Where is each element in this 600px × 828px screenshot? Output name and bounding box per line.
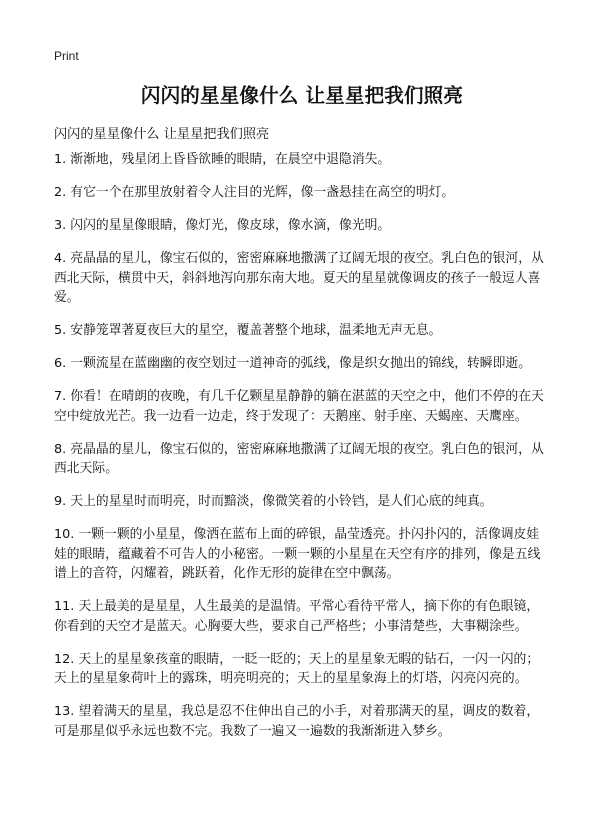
list-item [54,492,548,512]
item-text: 亮晶晶的星儿，像宝石似的，密密麻麻地撒满了辽阔无垠的夜空。乳白色的银河，从西北天际，横贯中天，斜斜地泻向那东南大地。夏天的星星就像调皮的孩子一般逗人喜爱。 [54,251,544,305]
print-link[interactable]: Print [54,49,79,63]
item-text: 亮晶晶的星儿，像宝石似的，密密麻麻地撒满了辽阔无垠的夜空。乳白色的银河，从西北天际。 [54,441,544,476]
list-item [54,249,548,308]
page-title: 闪闪的星星像什么 让星星把我们照亮 [140,84,464,107]
item-number: 8. [54,441,67,457]
item-text: 安静笼罩著夏夜巨大的星空，覆盖著整个地球，温柔地无声无息。 [70,323,442,338]
item-text: 天上最美的是星星，人生最美的是温情。平常心看待平常人，摘下你的有色眼镜，你看到的天空才是蓝天。心胸要大些，要求自己严格些；小事清楚些，大事糊涂些。 [54,599,540,634]
item-text: 天上的星星时而明亮，时而黯淡，像微笑着的小铃铛，是人们心底的纯真。 [70,494,493,509]
list-item [54,183,548,203]
item-number: 4. [54,251,67,266]
item-text: 望着满天的星星，我总是忍不住伸出自己的小手，对着那满天的星，调皮的数着，可是那星似乎永远也数不完。我数了一遍又一遍数的我渐渐进入梦乡。 [54,704,540,739]
list-item [54,150,548,170]
item-number: 7. [54,389,67,404]
list-item [54,354,548,374]
list-item [54,650,548,689]
item-number: 12. [54,651,75,667]
item-text: 一颗一颗的小星星，像洒在蓝布上面的碎银，晶莹透亮。扑闪扑闪的，活像调皮娃娃的眼睛，蕴藏着不可告人的小秘密。一颗一颗的小星星在天空有序的排列，像是五线谱上的音符，闪耀着，跳跃着，化作无形的旋律在空中飘荡。 [54,527,541,581]
item-text: 闪闪的星星像眼睛，像灯光，像皮球，像水滴，像光明。 [70,218,391,233]
item-number: 5. [54,323,67,338]
list-item [54,525,548,584]
item-number: 2. [54,185,67,200]
subtitle: 闪闪的星星像什么 让星星把我们照亮 [54,127,270,142]
item-number: 13. [54,704,75,719]
item-number: 3. [54,218,67,233]
list-item [54,321,548,341]
item-number: 9. [54,494,67,509]
list-item [54,216,548,236]
item-number: 1. [54,152,67,167]
list-item [54,702,548,741]
item-number: 6. [54,356,67,371]
item-text: 天上的星星象孩童的眼睛，一眨一眨的；天上的星星象无暇的钻石，一闪一闪的；天上的星星象荷叶上的露珠，明亮明亮的；天上的星星象海上的灯塔，闪亮闪亮的。 [54,651,540,686]
item-number: 10. [54,527,75,542]
item-text: 渐渐地，残星闭上昏昏欲睡的眼睛，在晨空中退隐消失。 [70,152,391,167]
item-text: 有它一个在那里放射着令人注目的光辉，像一盏悬挂在高空的明灯。 [70,185,455,200]
sentence-list [54,150,548,755]
list-item [54,440,548,479]
item-text: 一颗流星在蓝幽幽的夜空划过一道神奇的弧线，像是织女抛出的锦线，转瞬即逝。 [70,356,531,371]
item-number: 11. [54,599,75,614]
list-item [54,387,548,426]
item-text: 你看！在晴朗的夜晚，有几千亿颗星星静静的躺在湛蓝的天空之中，他们不停的在天空中绽放光芒。我一边看一边走，终于发现了：天鹅座、射手座、天蝎座、天鹰座。 [54,389,544,424]
list-item [54,597,548,636]
